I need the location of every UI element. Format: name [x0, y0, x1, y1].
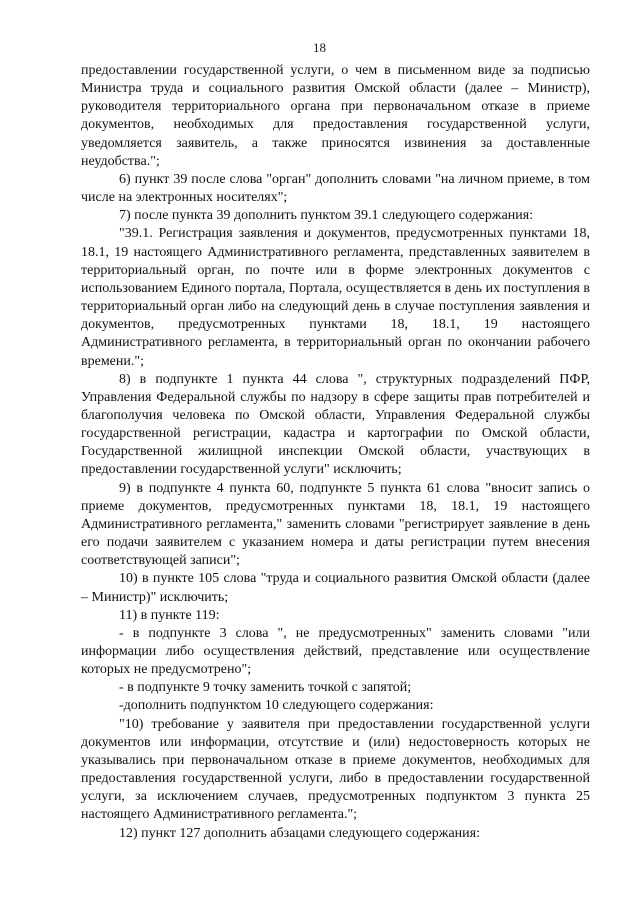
paragraph-item-12: 12) пункт 127 дополнить абзацами следующего содержания:: [119, 825, 480, 841]
paragraph-subitem-10-intro: -дополнить подпунктом 10 следующего содержания:: [119, 698, 434, 714]
paragraph-item-6: 6) пункт 39 после слова "орган" дополнить словами "на личном приеме, в том числе на электронных носителях";: [81, 171, 590, 206]
paragraph-quote-10: "10) требование у заявителя при предоставлении государственной услуги документов или информации, отсутствие и (или) недостоверность которых не указывались при первоначальном отказе в приеме документов, необходимых для предоставления государственной услуги, либо в предоставлении государственной услуги, за исключением случаев, предусмотренных подпунктом 3 пункта 25 настоящего Административного регламента.";: [81, 716, 590, 823]
paragraph-quote-39-1: "39.1. Регистрация заявления и документов, предусмотренных пунктами 18, 18.1, 19 настоящего Административного регламента, представленных заявителем в территориальный орган, по почте или в форме электронных документов с использованием Единого портала, Портала, осуществляется в день их поступления в территориальный орган либо на следующий день в случае поступления заявления и документов, предусмотренных пунктами 18, 18.1, 19 настоящего Административного регламента, в территориальный орган по окончании рабочего времени.";: [81, 226, 590, 369]
paragraph-continuation: предоставлении государственной услуги, о чем в письменном виде за подписью Министра труда и социального развития Омской области (далее – Министр), руководителя территориального органа при первоначальном отказе в приеме документов, необходимых для предоставления государственной услуги, уведомляется заявитель, а также приносятся извинения за доставленные неудобства.";: [81, 63, 590, 169]
page-number: 18: [313, 40, 326, 55]
paragraph-item-8: 8) в подпункте 1 пункта 44 слова ", структурных подразделений ПФР, Управления Федеральной службы по надзору в сфере защиты прав потребителей и благополучия человека по Омской области, Управления Федеральной службы государственной регистрации, кадастра и картографии по Омской области, Государственной жилищной инспекции Омской области, участвующих в предоставлении государственной услуги" исключить;: [81, 371, 590, 478]
paragraph-item-9: 9) в подпункте 4 пункта 60, подпункте 5 пункта 61 слова "вносит запись о приеме документов, предусмотренных пунктами 18, 18.1, 19 настоящего Административного регламента," заменить словами "регистрирует заявление в день его подачи заявителем с указанием номера и даты регистрации путем внесения соответствующей записи";: [81, 480, 590, 569]
paragraph-item-11: 11) в пункте 119:: [119, 607, 220, 623]
paragraph-item-7: 7) после пункта 39 дополнить пунктом 39.1 следующего содержания:: [119, 208, 534, 224]
paragraph-item-10: 10) в пункте 105 слова "труда и социального развития Омской области (далее – Министр)" исключить;: [81, 571, 590, 605]
paragraph-subitem-3: - в подпункте 3 слова ", не предусмотренных" заменить словами "или информации либо осуществления действий, представление или осуществление которых не предусмотрено";: [81, 625, 590, 678]
document-body: [81, 62, 590, 843]
paragraph-subitem-9: - в подпункте 9 точку заменить точкой с запятой;: [119, 680, 412, 696]
